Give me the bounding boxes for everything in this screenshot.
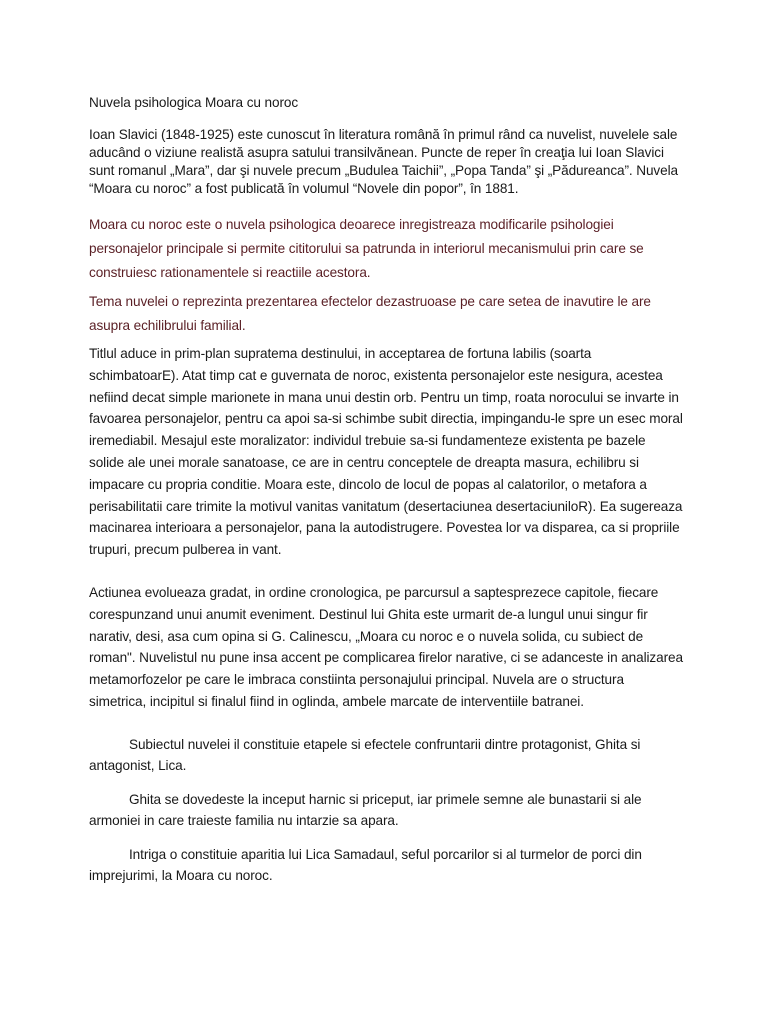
paragraph-action: Actiunea evolueaza gradat, in ordine cronologica, pe parcursul a saptesprezece capitole, fiecare corespunzand unui anumit eveniment. Destinul lui Ghita este urmarit de-a lungul unui singur fir narativ, desi, asa cum opina si G. Calinescu, „Moara cu noroc e o nuvela solida, cu subiect de roman". Nuvelistul nu pune insa accent pe complicarea firelor narative, ci se adanceste in analizarea metamorfozelor pe care le imbraca constiinta personajului principal. Nuvela are o structura simetrica, incipitul si finalul fiind in oglinda, ambele marcate de interventiile batranei. xyxy=(89,584,683,709)
paragraph-theme: Tema nuvelei o reprezinta prezentarea efectelor dezastruoase pe care setea de inavutire le are asupra echilibrului familial. xyxy=(89,294,651,333)
paragraph-psychological-novel: Moara cu noroc este o nuvela psihologica deoarece inregistreaza modificarile psihologiei personajelor principale si permite cititorului sa patrunda in interiorul mecanismului prin care se construiesc rationamentele si reactiile acestora. xyxy=(89,217,644,280)
paragraph-ghita: Ghita se dovedeste la inceput harnic si priceput, iar primele semne ale bunastarii si ale armoniei in care traieste familia nu intarzie sa apara. xyxy=(89,791,642,829)
paragraph-title-meaning: Titlul aduce in prim-plan supratema destinului, in acceptarea de fortuna labilis (soarta schimbatoarE). Atat timp cat e guvernata de noroc, existenta personajelor este nesigura, acestea nefiind decat simple marionete in mana unui destin orb. Pentru un timp, roata norocului se invarte in favoarea personajelor, pentru ca apoi sa-si schimbe subit directia, impingandu-le spre un esec moral iremediabil. Mesajul este moralizator: individul trebuie sa-si fundamenteze existenta pe bazele solide ale unei morale sanatoase, ce are in centru conceptele de dreapta masura, echilibru si impacare cu propria conditie. Moara este, dincolo de locul de popas al calatorilor, o metafora a perisabilitatii care trimite la motivul vanitas vanitatum (desertaciunea desertaciuniloR). Ea sugereaza macinarea interioara a personajelor, pana la autodistrugere. Povestea lor va disparea, ca si propriile trupuri, precum pulberea in vant. xyxy=(89,346,683,558)
paragraph-author-intro: Ioan Slavici (1848-1925) este cunoscut în literatura română în primul rând ca nuvelist, nuvelele sale aducând o viziune realistă asupra satului transilvănean. Puncte de reper în creaţia lui Ioan Slavici sunt romanul „Mara”, dar şi nuvele precum „Budulea Taichii”, „Popa Tanda” şi „Pădureanca”. Nuvela “Moara cu noroc” a fost publicată în volumul “Novele din popor”, în 1881. xyxy=(89,127,678,196)
paragraph-subject: Subiectul nuvelei il constituie etapele si efectele confruntarii dintre protagonist, Ghita si antagonist, Lica. xyxy=(89,736,641,774)
document-body xyxy=(89,92,684,899)
document-title: Nuvela psihologica Moara cu noroc xyxy=(89,95,299,110)
paragraph-intrigue: Intriga o constituie aparitia lui Lica Samadaul, seful porcarilor si al turmelor de porci din imprejurimi, la Moara cu noroc. xyxy=(89,846,642,884)
